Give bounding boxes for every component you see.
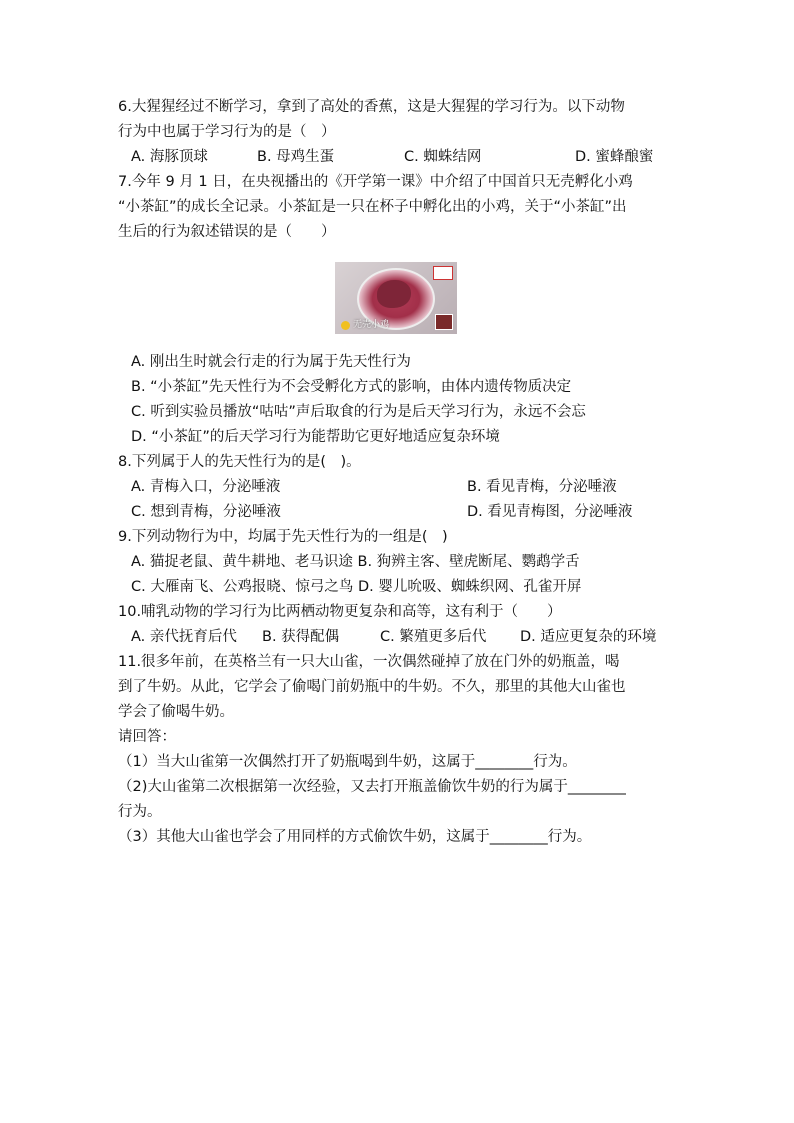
q8-option-c: C. 想到青梅，分泌唾液 (131, 504, 281, 520)
q6-option-c: C. 蜘蛛结网 (404, 149, 482, 165)
q11-stem-line1: 11.很多年前，在英格兰有一只大山雀，一次偶然碰掉了放在门外的奶瓶盖，喝 (118, 654, 620, 670)
q6-option-b: B. 母鸡生蛋 (257, 149, 335, 165)
q7-option-a: A. 刚出生时就会行走的行为属于先天性行为 (131, 354, 411, 370)
q6-stem-line1: 6.大猩猩经过不断学习，拿到了高处的香蕉，这是大猩猩的学习行为。以下动物 (118, 99, 625, 115)
q6-stem-line2: 行为中也属于学习行为的是（ ） (118, 124, 336, 140)
q7-option-c: C. 听到实验员播放“咕咕”声后取食的行为是后天学习行为，永远不会忘 (131, 404, 586, 420)
hatched-chick-photo (335, 262, 457, 334)
q11-sub2-line1: （2)大山雀第二次根据第一次经验，又去打开瓶盖偷饮牛奶的行为属于________ (118, 779, 626, 795)
thumbnail-icon (435, 314, 453, 330)
q10-option-b: B. 获得配偶 (262, 629, 340, 645)
q8-option-b: B. 看见青梅，分泌唾液 (467, 479, 617, 495)
emoji-icon (341, 321, 350, 330)
q7-stem-line1: 7.今年 9 月 1 日，在央视播出的《开学第一课》中介绍了中国首只无壳孵化小鸡 (118, 174, 633, 190)
q7-option-b: B. “小茶缸”先天性行为不会受孵化方式的影响，由体内遗传物质决定 (131, 379, 572, 395)
q10-option-a: A. 亲代抚育后代 (131, 629, 237, 645)
q11-stem-line2: 到了牛奶。从此，它学会了偷喝门前奶瓶中的牛奶。不久，那里的其他大山雀也 (118, 679, 626, 695)
q6-option-d: D. 蜜蜂酿蜜 (575, 149, 654, 165)
q7-stem-line3: 生后的行为叙述错误的是（ ） (118, 224, 336, 240)
q11-sub2-line2: 行为。 (118, 804, 162, 820)
photo-caption: 无壳小鸡 (353, 320, 390, 330)
q7-option-d: D. “小茶缸”的后天学习行为能帮助它更好地适应复杂环境 (131, 429, 500, 445)
q9-options-row2: C. 大雁南飞、公鸡报晓、惊弓之鸟 D. 婴儿吮吸、蜘蛛织网、孔雀开屏 (131, 579, 582, 595)
q11-prompt: 请回答： (118, 729, 176, 745)
q7-stem-line2: “小茶缸”的成长全记录。小茶缸是一只在杯子中孵化出的小鸡，关于“小茶缸”出 (118, 199, 627, 215)
q9-stem: 9.下列动物行为中，均属于先天性行为的一组是( ) (118, 529, 448, 545)
q8-stem: 8.下列属于人的先天性行为的是( )。 (118, 454, 361, 470)
chick-shape (377, 280, 411, 308)
q11-sub1: （1）当大山雀第一次偶然打开了奶瓶喝到牛奶，这属于________行为。 (118, 754, 577, 770)
q11-stem-line3: 学会了偷喝牛奶。 (118, 704, 234, 720)
q10-option-c: C. 繁殖更多后代 (380, 629, 487, 645)
q8-option-a: A. 青梅入口，分泌唾液 (131, 479, 281, 495)
q11-sub3: （3）其他大山雀也学会了用同样的方式偷饮牛奶，这属于________行为。 (118, 829, 592, 845)
q10-option-d: D. 适应更复杂的环境 (520, 629, 657, 645)
q9-options-row1: A. 猫捉老鼠、黄牛耕地、老马识途 B. 狗辨主客、壁虎断尾、鹦鹉学舌 (131, 554, 580, 570)
q8-option-d: D. 看见青梅图，分泌唾液 (467, 504, 633, 520)
q10-stem: 10.哺乳动物的学习行为比两栖动物更复杂和高等，这有利于（ ） (118, 604, 562, 620)
logo-badge-icon (433, 266, 453, 280)
q6-option-a: A. 海豚顶球 (131, 149, 208, 165)
